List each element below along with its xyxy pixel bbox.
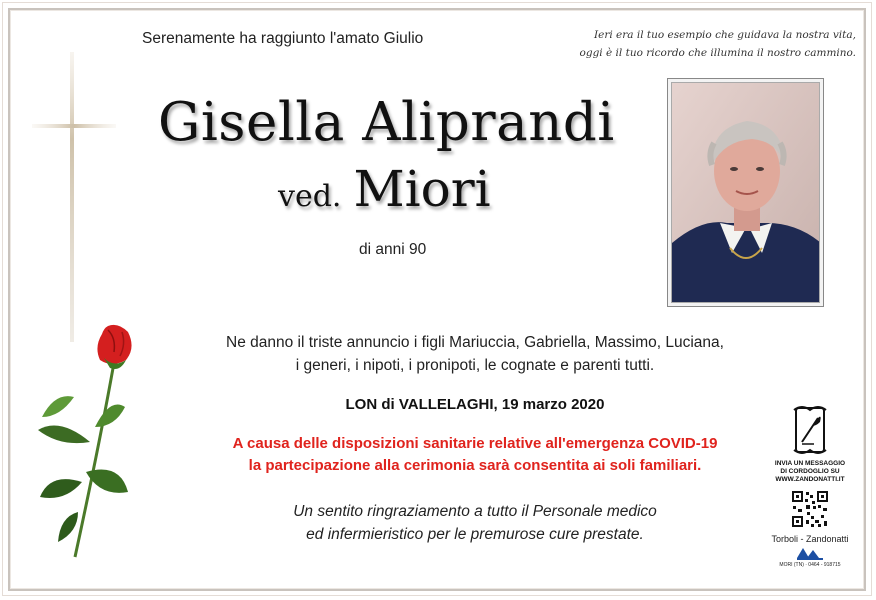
announcement bbox=[180, 331, 770, 377]
thanks-line-2: ed infermieristico per le premurose cure prestate. bbox=[306, 526, 644, 543]
agency-name: Torboli - Zandonatti bbox=[771, 534, 849, 544]
deceased-name: Gisella Aliprandi bbox=[158, 92, 615, 153]
covid-notice-line-2: la partecipazione alla cerimonia sarà consentita ai soli familiari. bbox=[248, 457, 702, 474]
married-name bbox=[278, 160, 491, 218]
thanks-line-1: Un sentito ringraziamento a tutto il Personale medico bbox=[293, 503, 657, 520]
condolence-line-2: DI CORDOGLIO SU bbox=[780, 468, 840, 475]
married-surname: Miori bbox=[353, 160, 491, 218]
condolence-website[interactable]: WWW.ZANDONATTI.IT bbox=[775, 476, 845, 483]
covid-notice-line-1: A causa delle disposizioni sanitarie relative all'emergenza COVID-19 bbox=[232, 435, 718, 452]
thanks-message bbox=[180, 500, 770, 546]
memorial-quote bbox=[556, 26, 856, 62]
condolence-line-1: INVIA UN MESSAGGIO bbox=[774, 460, 846, 467]
quote-line-2: oggi è il tuo ricordo che illumina il nostro cammino. bbox=[579, 47, 856, 59]
agency-address: MORI (TN) · 0464 - 918715 bbox=[779, 562, 841, 568]
widow-prefix: ved. bbox=[278, 179, 342, 214]
covid-notice bbox=[180, 433, 770, 477]
portrait-photo bbox=[671, 82, 820, 303]
quote-line-1: Ieri era il tuo esempio che guidava la nostra vita, bbox=[593, 29, 856, 41]
rose-icon bbox=[30, 322, 140, 562]
portrait-frame bbox=[667, 78, 824, 307]
qr-code-icon[interactable] bbox=[791, 490, 829, 528]
agency-logo-icon bbox=[795, 546, 825, 560]
scroll-quill-icon bbox=[790, 404, 830, 456]
age-text: di anni 90 bbox=[359, 241, 427, 258]
cross-icon bbox=[30, 52, 120, 342]
announcement-line-2: i generi, i nipoti, i pronipoti, le cognate e parenti tutti. bbox=[295, 357, 655, 374]
place-and-date: LON di VALLELAGHI, 19 marzo 2020 bbox=[345, 396, 605, 413]
intro-text: Serenamente ha raggiunto l'amato Giulio bbox=[142, 30, 424, 47]
condolence-panel bbox=[768, 404, 852, 568]
announcement-line-1: Ne danno il triste annuncio i figli Mariuccia, Gabriella, Massimo, Luciana, bbox=[226, 334, 724, 351]
condolence-message[interactable] bbox=[768, 460, 852, 484]
